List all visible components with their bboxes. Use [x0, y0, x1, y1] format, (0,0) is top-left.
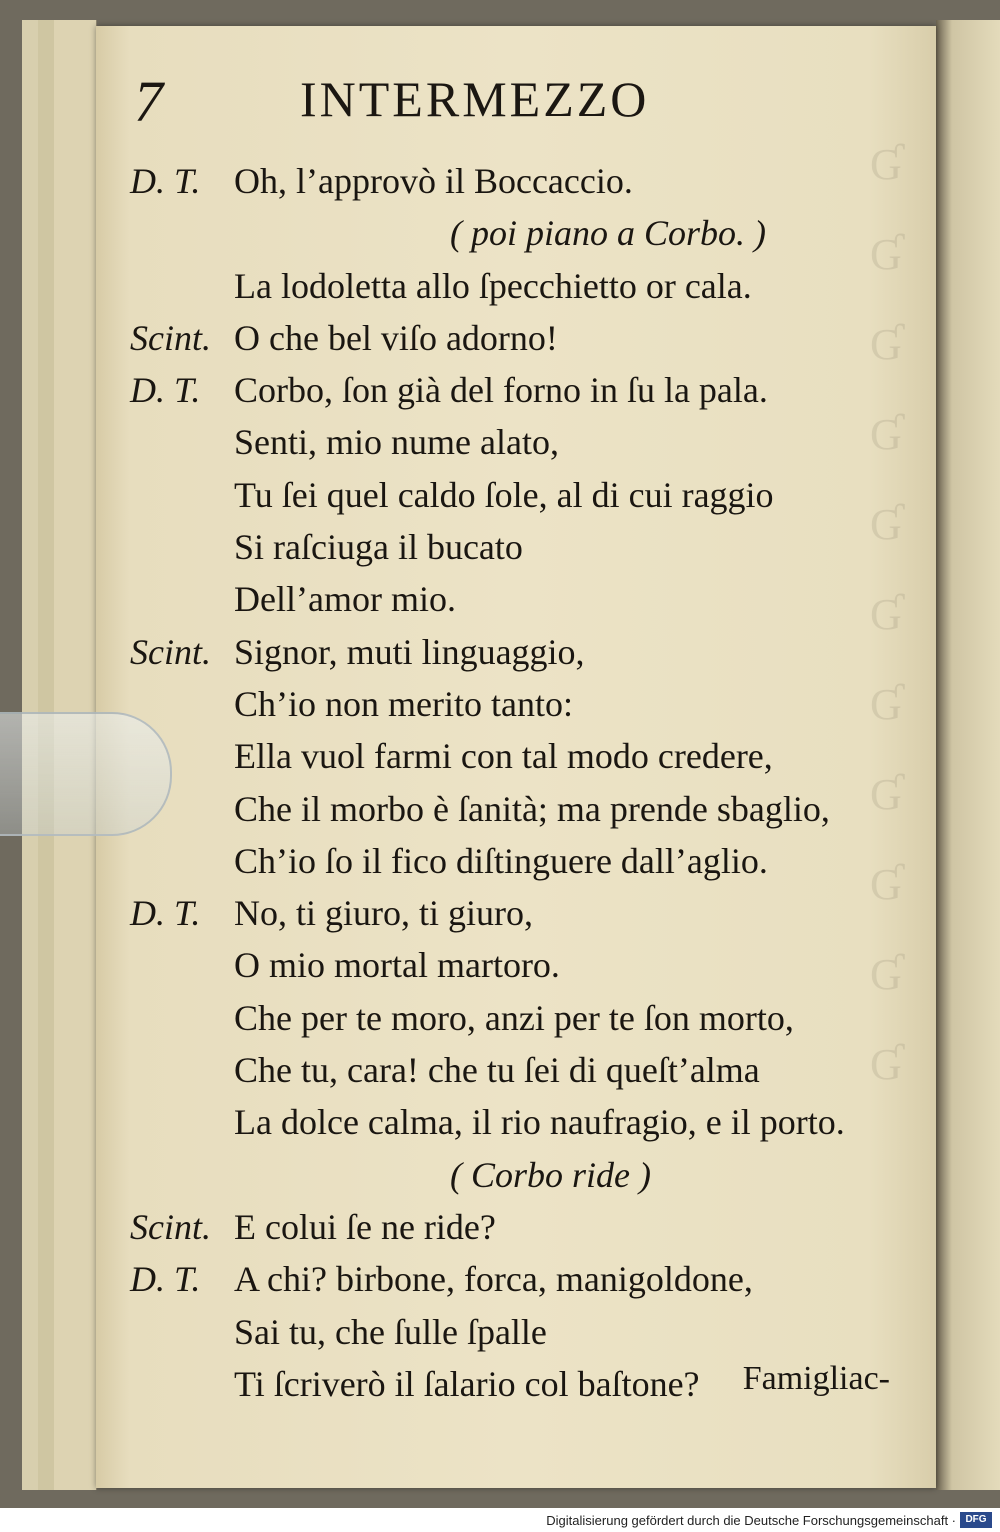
- verse-text: Sai tu, che ſulle ſpalle: [234, 1311, 547, 1352]
- stage-direction: ( poi piano a Corbo. ): [450, 213, 767, 254]
- verse-line: [130, 474, 910, 526]
- verse-line: [130, 683, 910, 735]
- verse-line: [130, 1311, 910, 1363]
- verse-text: Corbo, ſon già del forno in ſu la pala.: [234, 370, 768, 411]
- verse-line: [130, 212, 910, 264]
- verse-text: Ella vuol farmi con tal modo credere,: [234, 736, 773, 777]
- verse-text: Che tu, cara! che tu ſei di queſt’alma: [234, 1050, 760, 1091]
- libretto-text: [130, 160, 910, 1415]
- verse-line: [130, 1049, 910, 1101]
- verse-text: A chi? birbone, forca, manigoldone,: [234, 1259, 753, 1300]
- speaker-label: D. T.: [130, 893, 201, 934]
- catchword: Famigliac-: [742, 1360, 890, 1397]
- verse-line: [130, 369, 910, 421]
- verse-text: Signor, muti linguaggio,: [234, 631, 585, 672]
- page-number: 7: [134, 69, 163, 134]
- verse-line: [130, 578, 910, 630]
- verse-text: E colui ſe ne ride?: [234, 1206, 496, 1247]
- verse-line: [130, 317, 910, 369]
- digitization-footer: [0, 1508, 1000, 1532]
- verse-text: O che bel viſo adorno!: [234, 317, 558, 358]
- digitization-credit: Digitalisierung gefördert durch die Deutsche Forschungsgemeinschaft ·: [546, 1513, 956, 1528]
- verse-line: [130, 265, 910, 317]
- verse-text: Che il morbo è ſanità; ma prende sbaglio,: [234, 788, 830, 829]
- speaker-label: Scint.: [130, 631, 211, 672]
- running-title: INTERMEZZO: [300, 71, 650, 127]
- verse-text: Senti, mio nume alato,: [234, 422, 559, 463]
- verse-text: Che per te moro, anzi per te ſon morto,: [234, 997, 794, 1038]
- stage-direction: ( Corbo ride ): [450, 1154, 651, 1195]
- speaker-label: D. T.: [130, 370, 201, 411]
- verse-line: [130, 735, 910, 787]
- verse-text: La dolce calma, il rio naufragio, e il porto.: [234, 1102, 845, 1143]
- verse-line: [130, 1258, 910, 1310]
- verse-text: Ch’io ſo il fico diſtinguere dall’aglio.: [234, 840, 768, 881]
- verse-line: [130, 892, 910, 944]
- speaker-label: D. T.: [130, 161, 201, 201]
- speaker-label: Scint.: [130, 1206, 211, 1247]
- verse-line: [130, 631, 910, 683]
- verse-line: [130, 840, 910, 892]
- verse-line: [130, 421, 910, 473]
- verse-text: Dell’amor mio.: [234, 579, 456, 620]
- speaker-label: Scint.: [130, 317, 211, 358]
- bleed-through-decoration: Ɠ Ɠ Ɠ Ɠ Ɠ Ɠ Ɠ Ɠ Ɠ Ɠ Ɠ: [870, 140, 902, 1089]
- verse-line: [130, 1154, 910, 1206]
- verse-text: O mio mortal martoro.: [234, 945, 560, 986]
- verse-text: Si raſciuga il bucato: [234, 527, 523, 568]
- verse-line: [130, 1206, 910, 1258]
- verse-line: [130, 160, 910, 212]
- verse-text: Ti ſcriverò il ſalario col baſtone?: [234, 1363, 700, 1404]
- page-header: [130, 68, 830, 138]
- verse-text: Oh, l’approvò il Boccaccio.: [234, 161, 633, 201]
- verse-line: [130, 788, 910, 840]
- verse-line: [130, 526, 910, 578]
- verse-text: Tu ſei quel caldo ſole, al di cui raggio: [234, 474, 774, 515]
- verse-text: Ch’io non merito tanto:: [234, 683, 573, 724]
- verse-text: La lodoletta allo ſpecchietto or cala.: [234, 265, 752, 306]
- facing-page-edge: [936, 20, 1000, 1490]
- verse-line: [130, 997, 910, 1049]
- verse-text: No, ti giuro, ti giuro,: [234, 893, 533, 934]
- dfg-logo: DFG: [960, 1512, 992, 1528]
- verse-line: [130, 944, 910, 996]
- speaker-label: D. T.: [130, 1259, 201, 1300]
- verse-line: [130, 1101, 910, 1153]
